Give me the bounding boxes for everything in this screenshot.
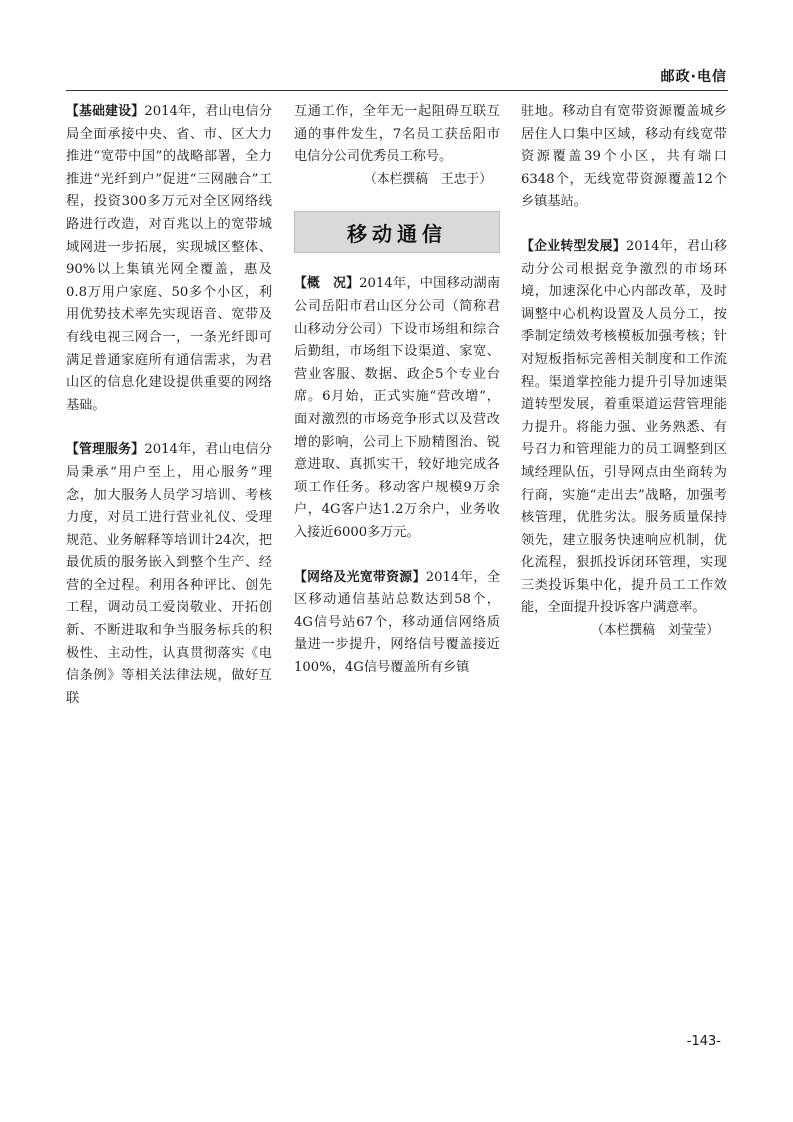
paragraph-continued xyxy=(521,101,727,214)
section-label: 【概 况】 xyxy=(294,276,360,292)
paragraph-transformation xyxy=(521,236,727,620)
paragraph-text: 2014年，君山移动分公司根据竞争激烈的市场环境，加速深化中心内部改革，及时调整中心机构设置及人员分工，按季制定绩效考核模板加强考核；针对短板指标完善相关制度和工作流程。渠道掌控能力提升引导加速渠道转型发展，着重渠道运营管理能力提升。将能力强、业务熟悉、有号召力和管理能力的员工调整到区域经理队伍，引导网点由坐商转为行商，实施“走出去”战略，加强考核管理，优胜劣汰。服务质量保持领先，建立服务快速响应机制，优化流程，狠抓投诉闭环管理，实现三类投诉集中化，提升员工工作效能，全面提升投诉客户满意率。 xyxy=(521,238,728,616)
running-head: 邮政·电信 xyxy=(660,69,727,85)
paragraph-infrastructure xyxy=(66,101,272,417)
page-number: -143- xyxy=(686,1034,721,1049)
paragraph-text: 2014年，君山电信分局全面承接中央、省、市、区大力推进“宽带中国”的战略部署，全力推进“光纤到户”促进“三网融合”工程，投资300多万元对全区网络线路进行改造，对百兆以上的宽带城域网进一步拓展，实现城区整体、90%以上集镇光网全覆盖，惠及0.8万用户家庭、50多个小区，利用优势技术率先实现语音、宽带及有线电视三网合一，一条光纤即可满足普通家庭所有通信需求，为君山区的信息化建设提供重要的网络基础。 xyxy=(66,104,273,413)
column-3 xyxy=(521,101,727,643)
paragraph-network-resources xyxy=(294,567,500,680)
byline: （本栏撰稿 王忠于） xyxy=(364,171,492,187)
byline: （本栏撰稿 刘莹莹） xyxy=(591,623,719,639)
header-rule xyxy=(66,90,728,91)
section-label: 【企业转型发展】 xyxy=(521,238,626,254)
column-1 xyxy=(66,101,272,710)
paragraph-text: 2014年，全区移动通信基站总数达到58个，4G信号站67个，移动通信网络质量进一步提升，网络信号覆盖接近100%，4G信号覆盖所有乡镇 xyxy=(294,569,501,675)
paragraph-management-service xyxy=(66,439,272,710)
section-label: 【管理服务】 xyxy=(66,442,145,458)
paragraph-text: 互通工作，全年无一起阻碍互联互通的事件发生，7名员工获岳阳市电信分公司优秀员工称号。 xyxy=(294,104,500,165)
section-label: 【基础建设】 xyxy=(66,104,145,119)
paragraph-text: 2014年，中国移动湖南公司岳阳市君山区分公司（简称君山移动分公司）下设市场组和综合后勤组，市场组下设渠道、家宽、营业客服、数据、政企5个专业台席。6月始，正式实施“营改增”，面对激烈的市场竞争形式以及营改增的影响，公司上下励精图治、锐意进取、真抓实干，较好地完成各项工作任务。移动客户规模9万余户，4G客户达1.2万余户，业务收入接近6000多万元。 xyxy=(294,276,501,540)
paragraph-text: 2014年，君山电信分局秉承“用户至上，用心服务”理念，加大服务人员学习培训、考核力度，对员工进行营业礼仪、受理规范、业务解释等培训计24次，把最优质的服务嵌入到整个生产、经营的全过程。利用各种评比、创先工程，调动员工爱岗敬业、开拓创新、不断进取和争当服务标兵的积极性、主动性，认真贯彻落实《电信条例》等相关法律法规，做好互联 xyxy=(66,442,273,706)
section-label: 【网络及光宽带资源】 xyxy=(294,569,426,585)
column-2 xyxy=(294,101,500,679)
paragraph-overview xyxy=(294,273,500,544)
paragraph-text: 驻地。移动自有宽带资源覆盖城乡居住人口集中区域，移动有线宽带资源覆盖39个小区，共有端口6348个，无线宽带资源覆盖12个乡镇基站。 xyxy=(521,104,727,210)
paragraph-continued xyxy=(294,101,500,169)
section-banner: 移动通信 xyxy=(294,211,500,253)
